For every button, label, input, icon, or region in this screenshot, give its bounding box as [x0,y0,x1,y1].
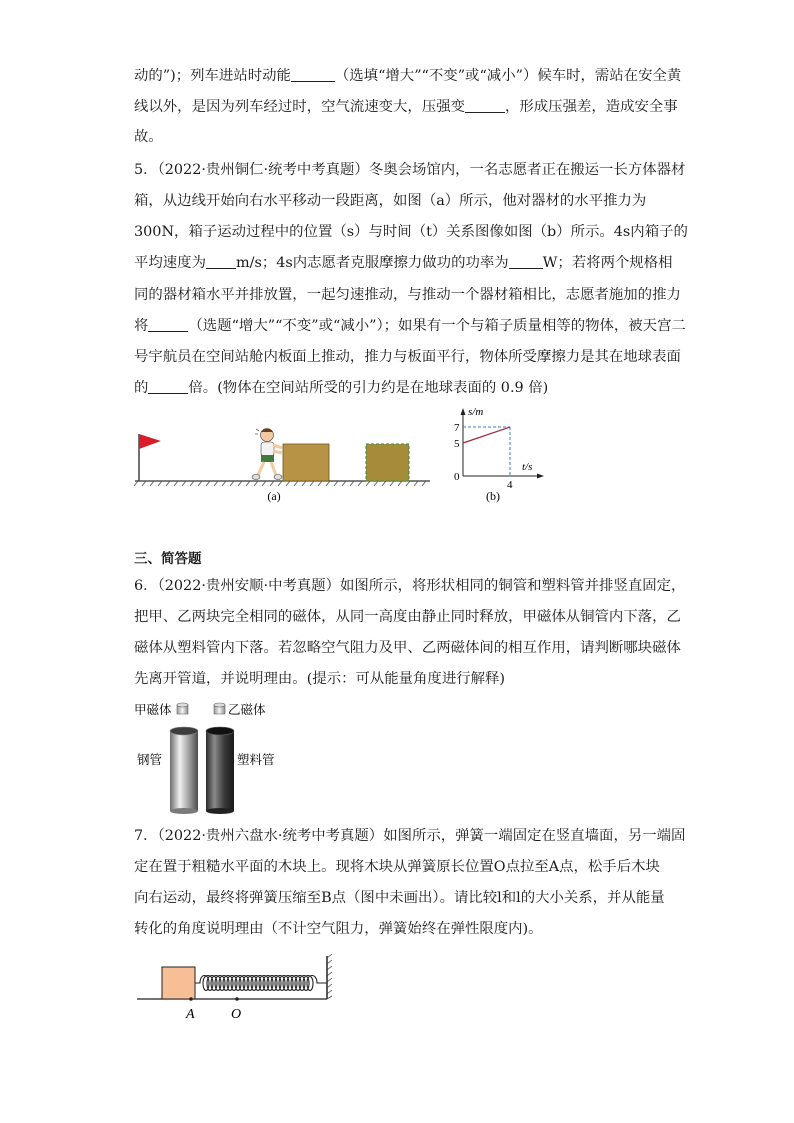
ground-hatch [134,481,426,486]
equipment-box [283,444,329,481]
q5-text: 平均速度为 [134,255,206,271]
spring-coil [195,976,327,991]
figure-tubes [134,700,284,815]
q6-text: 先离开管道，并说明理由。(提示：可从能量角度进行解释) [134,671,505,687]
q5-text: m/s；4s内志愿者克服摩擦力做功的功率为 [235,255,509,271]
q4-text: ，形成压强差，造成安全事 [505,99,678,115]
q7-line-1 [134,826,685,846]
steel-tube-icon [170,727,198,814]
point-a-marker [189,997,193,1001]
point-o-marker [235,997,239,1001]
q5-text: 5．（2022·贵州铜仁·统考中考真题）冬奥会场馆内，一名志愿者正在搬运一长方体器材 [134,162,686,178]
answer-blank[interactable] [148,378,188,394]
q6-line-2 [134,607,681,627]
q6-text: 6．（2022·贵州安顺·中考真题）如图所示，将形状相同的铜管和塑料管并排竖直固定， [134,578,686,594]
y-tick-label: 5 [454,438,460,450]
q5-line-2 [134,191,646,211]
q5-text: 的 [134,380,149,396]
magnet-b-label: 乙磁体 [228,703,266,717]
q7-line-2 [134,857,660,877]
answer-blank[interactable] [465,97,505,113]
q5-line-3 [134,222,688,242]
y-tick-label: 0 [454,471,460,483]
plastic-tube-label: 塑料管 [237,753,275,767]
point-o-label: O [231,1007,242,1022]
q4-text: 故。 [134,129,163,145]
q6-line-4 [134,669,505,689]
s-t-line [463,427,510,443]
answer-blank[interactable] [291,66,335,82]
q6-text: 磁体从塑料管内下落。若忽略空气阻力及甲、乙两磁体间的相互作用，请判断哪块磁体 [134,640,681,656]
q5-line-8 [134,378,548,398]
figure-spring [134,952,344,1024]
answer-blank[interactable] [509,253,543,269]
plastic-tube-icon [206,727,234,814]
q4-text: （选填“增大”“不变”或“减小”）候车时，需站在安全黄 [334,68,682,84]
q7-line-4 [134,919,543,939]
figure-b-graph [448,404,548,504]
q4-line-3 [134,127,163,147]
q5-text: 倍。(物体在空间站所受的引力约是在地球表面的 0.9 倍) [188,380,549,396]
wooden-block [162,967,195,999]
q5-text: 300N，箱子运动过程中的位置（s）与时间（t）关系图像如图（b）所示。4s内箱子的 [134,224,688,240]
q5-text: （选题“增大”“不变”或“减小”）；如果有一个与箱子质量相等的物体，被天宫二 [188,318,686,334]
q7-line-3 [134,888,665,908]
q5-line-5 [134,285,681,305]
q5-text: 将 [134,318,149,334]
q6-line-3 [134,638,681,658]
q5-text: 号宇航员在空间站舱内板面上推动，推力与板面平行，物体所受摩擦力是其在地球表面 [134,349,681,365]
y-axis-label: s/m [468,406,484,418]
answer-blank[interactable] [148,316,188,332]
point-a-label: A [186,1007,195,1022]
figure-a-scene [130,420,435,515]
q4-line-1 [134,66,681,86]
q5-line-4 [134,253,673,273]
q4-line-2 [134,97,678,117]
q5-line-6 [134,316,686,336]
flag-icon [139,434,161,449]
q7-text: 转化的角度说明理由（不计空气阻力，弹簧始终在弹性限度内)。 [134,921,543,937]
figure-b-caption: (b) [486,489,500,503]
q6-line-1 [134,576,685,596]
q5-text: 箱，从边线开始向右水平移动一段距离，如图（a）所示，他对器材的水平推力为 [134,193,647,209]
q5-line-7 [134,347,681,367]
magnet-a-label: 甲磁体 [134,703,172,717]
q5-text: W；若将两个规格相 [542,255,673,271]
x-axis-label: t/s [522,461,533,473]
steel-tube-label: 钢管 [137,753,163,767]
q6-text: 把甲、乙两块完全相同的磁体，从同一高度由静止同时释放，甲磁体从铜管内下落，乙 [134,609,681,625]
equipment-box-final-position [366,444,409,481]
q4-text: 动的”)；列车进站时动能 [134,68,291,84]
section-heading: 三、简答题 [134,551,202,567]
q5-text: 同的器材箱水平并排放置，一起匀速推动，与推动一个器材箱相比，志愿者施加的推力 [134,287,681,303]
q5-line-1 [134,160,685,180]
magnet-a-icon [177,703,188,714]
volunteer-figure-icon [252,429,282,480]
q4-text: 线以外，是因为列车经过时，空气流速变大，压强变 [134,99,465,115]
x-tick-label: 4 [507,479,513,491]
figure-a-caption: (a) [267,489,281,503]
x-axis-arrow [537,474,544,479]
q7-text: 定在置于粗糙水平面的木块上。现将木块从弹簧原长位置O点拉至A点，松手后木块 [134,859,660,875]
y-axis-arrow [461,408,466,415]
answer-blank[interactable] [206,253,236,269]
y-tick-label: 7 [454,422,460,434]
q7-text: 向右运动，最终将弹簧压缩至B点（图中未画出）。请比较l和l的大小关系，并从能量 [134,890,665,906]
magnet-b-icon [214,703,225,714]
q7-text: 7．（2022·贵州六盘水·统考中考真题）如图所示，弹簧一端固定在竖直墙面，另一端固 [134,828,686,844]
